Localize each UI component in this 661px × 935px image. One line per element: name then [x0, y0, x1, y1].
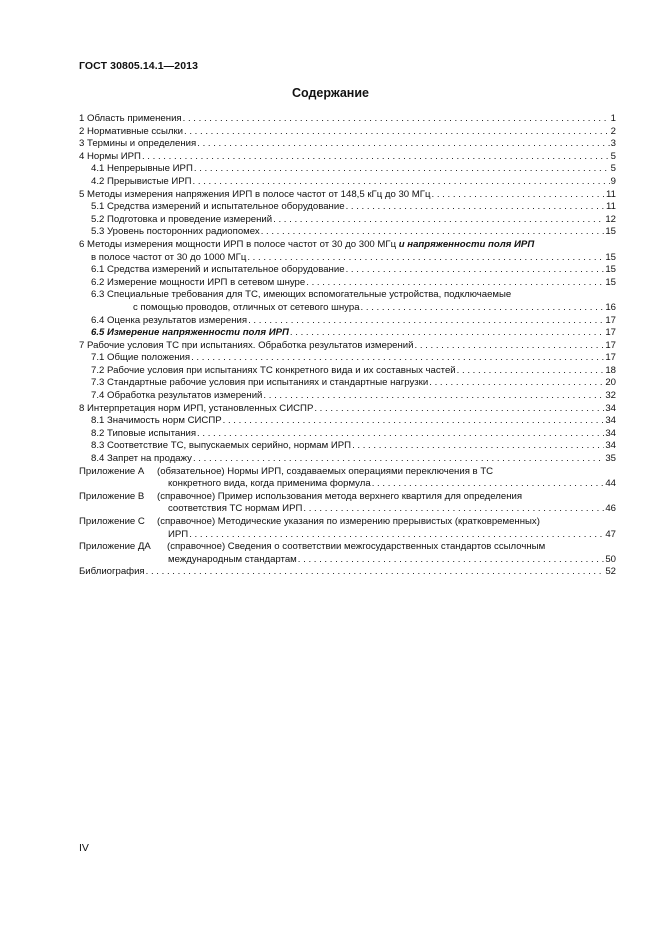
toc-entry-page: 47 [605, 528, 616, 540]
toc-entry[interactable] [79, 428, 616, 441]
toc-entry-text-part: 6 Методы измерения мощности ИРП в полосе частот от 30 до 300 МГц [79, 238, 397, 250]
toc-entry-page: 3 [610, 138, 616, 150]
toc-entry-text: (справочное) Методические указания по измерению прерывистых (кратковременных) [157, 516, 540, 527]
toc-entry-text: 6.1 Средства измерений и испытательное оборудование [91, 264, 345, 276]
toc-entry-page: 15 [605, 226, 616, 238]
toc-entry-text: 6.4 Оценка результатов измерения [91, 314, 248, 326]
toc-entry[interactable] [79, 126, 616, 139]
toc-entry-text: 8 Интерпретация норм ИРП, установленных СИСПР [79, 402, 314, 414]
toc-entry[interactable] [79, 226, 616, 239]
toc-entry[interactable] [79, 440, 616, 453]
toc-entry-page: 20 [605, 377, 616, 389]
toc-entry[interactable] [79, 377, 616, 390]
toc-entry-text: (справочное) Сведения о соответствии межгосударственных стандартов ссылочным [167, 541, 546, 553]
page-number: IV [79, 842, 89, 854]
toc-entry-page: 17 [605, 327, 616, 339]
toc-entry-text: 5.2 Подготовка и проведение измерений [91, 213, 273, 225]
toc-entry-text: 6.3 Специальные требования для ТС, имеющих вспомогательные устройства, подключаемые [91, 289, 512, 301]
toc-entry-text [79, 239, 534, 252]
toc-appendix-entry[interactable] [79, 466, 616, 479]
toc-appendix-entry[interactable] [79, 491, 616, 504]
toc-entry-text: конкретного вида, когда применима формула [168, 478, 371, 490]
toc-entry-text-emphasis: и напряженности поля ИРП [396, 238, 535, 250]
toc-entry-text: 3 Термины и определения [79, 138, 197, 150]
toc-entry-page: 46 [605, 503, 616, 515]
toc-entry-page: 2 [610, 125, 616, 137]
toc-entry[interactable] [79, 415, 616, 428]
toc-entry-page: 50 [605, 553, 616, 565]
toc-entry-text: 8.4 Запрет на продажу [91, 453, 192, 465]
toc-entry-page: 35 [605, 453, 616, 465]
toc-entry-text: (справочное) Пример использования метода верхнего квартиля для определения [157, 490, 523, 502]
toc-entry[interactable] [79, 453, 616, 466]
toc-entry[interactable] [79, 214, 616, 227]
toc-entry[interactable] [79, 352, 616, 365]
toc-entry-continuation[interactable] [79, 529, 616, 542]
toc-entry[interactable] [79, 189, 616, 202]
toc-entry-text: 2 Нормативные ссылки [79, 125, 184, 137]
toc-entry-text: 7.3 Стандартные рабочие условия при испытаниях и стандартные нагрузки [91, 377, 429, 389]
toc-entry[interactable] [79, 340, 616, 353]
toc-entry[interactable] [79, 239, 616, 252]
toc-entry-page: 17 [605, 352, 616, 364]
toc-appendix-entry[interactable] [79, 516, 616, 529]
toc-entry-page: 11 [606, 201, 616, 213]
toc-entry-text: 7 Рабочие условия ТС при испытаниях. Обработка результатов измерений [79, 339, 414, 351]
toc-entry[interactable] [79, 113, 616, 126]
toc-entry[interactable] [79, 327, 616, 340]
appendix-label: Приложение С [79, 516, 145, 527]
toc-entry-page: 34 [605, 402, 616, 414]
toc-entry-continuation[interactable] [79, 554, 616, 567]
toc-entry-page: 44 [605, 478, 616, 490]
toc-entry[interactable] [79, 277, 616, 290]
toc-entry-continuation[interactable] [79, 478, 616, 491]
toc-entry[interactable] [79, 151, 616, 164]
toc-entry-page: 15 [605, 251, 616, 263]
toc-entry-text: международным стандартам [168, 553, 297, 565]
toc-entry-text: в полосе частот от 30 до 1000 МГц [91, 251, 247, 263]
toc-entry-text: 1 Область применения [79, 113, 182, 124]
toc-entry-text: 8.3 Соответствие ТС, выпускаемых серийно, нормам ИРП [91, 440, 352, 452]
toc-entry-text: 6.5 Измерение напряженности поля ИРП [91, 327, 289, 339]
toc-entry-text: 4.2 Прерывистые ИРП [91, 175, 192, 187]
toc-entry-text: 5.3 Уровень посторонних радиопомех [91, 226, 260, 238]
toc-appendix-entry[interactable] [79, 541, 616, 554]
toc-entry-page: 15 [605, 264, 616, 276]
toc-entry-page: 16 [605, 301, 616, 313]
toc-entry[interactable] [79, 566, 616, 579]
appendix-label: Приложение А [79, 465, 145, 477]
toc-entry-text: Библиография [79, 566, 145, 578]
toc-entry-text: 7.2 Рабочие условия при испытаниях ТС конкретного вида и их составных частей [91, 364, 456, 376]
toc-entry-page: 9 [610, 175, 616, 187]
toc-entry[interactable] [79, 315, 616, 328]
toc-entry[interactable] [79, 163, 616, 176]
toc-entry-text: соответствия ТС нормам ИРП [168, 503, 303, 515]
toc-entry-page: 1 [610, 113, 616, 124]
table-of-contents [79, 113, 616, 579]
toc-entry-continuation[interactable] [79, 252, 616, 265]
toc-entry[interactable] [79, 201, 616, 214]
toc-entry-page: 11 [606, 188, 616, 200]
toc-entry-text: 5.1 Средства измерений и испытательное оборудование [91, 201, 345, 213]
toc-entry-page: 32 [605, 390, 616, 402]
toc-entry[interactable] [79, 403, 616, 416]
toc-title: Содержание [291, 86, 369, 100]
toc-entry-page: 34 [605, 440, 616, 452]
toc-entry-page: 17 [605, 339, 616, 351]
toc-entry-text: с помощью проводов, отличных от сетевого шнура [133, 301, 360, 313]
toc-entry-page: 34 [605, 427, 616, 439]
toc-entry-text: 4 Нормы ИРП [79, 150, 141, 162]
appendix-label: Приложение В [79, 490, 145, 502]
toc-entry-text: 7.1 Общие положения [91, 352, 191, 364]
toc-entry-text: 7.4 Обработка результатов измерений [91, 390, 263, 402]
toc-entry-text: 8.2 Типовые испытания [91, 427, 197, 439]
toc-entry-text: 6.2 Измерение мощности ИРП в сетевом шнуре [91, 276, 306, 288]
toc-entry-page: 12 [605, 213, 616, 225]
toc-entry[interactable] [79, 390, 616, 403]
toc-entry-page: 17 [605, 314, 616, 326]
document-code: ГОСТ 30805.14.1—2013 [79, 60, 199, 72]
toc-entry-page: 18 [605, 364, 616, 376]
toc-entry-page: 52 [605, 566, 616, 578]
toc-entry[interactable] [79, 138, 616, 151]
toc-entry[interactable] [79, 289, 616, 302]
appendix-label: Приложение ДА [79, 541, 151, 553]
toc-entry-text: (обязательное) Нормы ИРП, создаваемых операциями переключения в ТС [157, 465, 494, 477]
toc-entry-continuation[interactable] [79, 503, 616, 516]
toc-entry-page: 34 [605, 415, 616, 427]
toc-entry-text: 5 Методы измерения напряжения ИРП в полосе частот от 148,5 кГц до 30 МГц [79, 188, 431, 200]
toc-entry[interactable] [79, 176, 616, 189]
toc-entry-continuation[interactable] [79, 302, 616, 315]
toc-entry-page: 5 [610, 150, 616, 162]
toc-entry-text: 4.1 Непрерывные ИРП [91, 163, 193, 175]
toc-entry-text: ИРП [168, 528, 189, 540]
toc-entry-page: 5 [610, 163, 616, 175]
toc-entry[interactable] [79, 264, 616, 277]
toc-entry-page: 15 [605, 276, 616, 288]
toc-entry[interactable] [79, 365, 616, 378]
toc-entry-text: 8.1 Значимость норм СИСПР [91, 415, 222, 427]
